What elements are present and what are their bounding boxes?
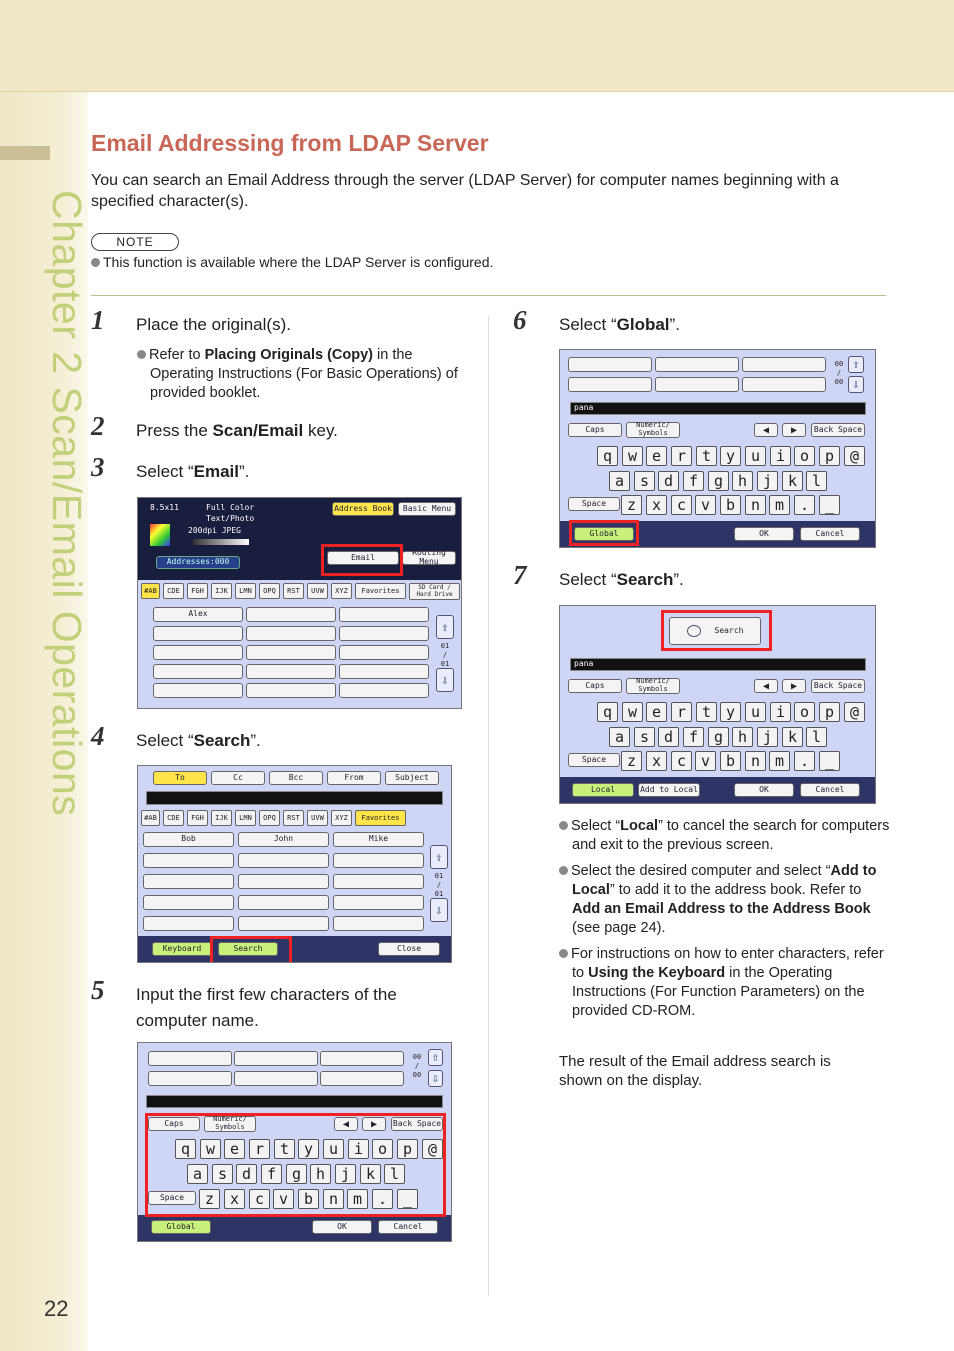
key-l[interactable]: l — [384, 1164, 405, 1184]
address-entry[interactable] — [143, 853, 234, 868]
key-m[interactable]: m — [769, 495, 790, 515]
key-a[interactable]: a — [609, 471, 630, 491]
tab-lmn[interactable]: LMN — [235, 583, 256, 599]
top-band — [0, 0, 954, 92]
cursor-right-icon[interactable]: ▶ — [782, 679, 806, 693]
key-b[interactable]: b — [720, 495, 741, 515]
key-underscore[interactable]: _ — [819, 751, 840, 771]
ok-button[interactable]: OK — [734, 783, 794, 797]
step7-bullet: Select the desired computer and select “Add to Local” to add it to the address book. Refer to Add an Email Address to the Address Book (see page 24). — [572, 862, 892, 938]
step-text: Select “Global”. — [559, 315, 680, 334]
address-entry[interactable] — [568, 377, 652, 392]
key-u[interactable]: u — [323, 1139, 344, 1159]
tab-xyz[interactable]: XYZ — [331, 810, 352, 826]
key-u[interactable]: u — [745, 702, 766, 722]
screen-step4 — [137, 765, 452, 963]
tab-favorites[interactable]: Favorites — [355, 583, 406, 599]
scroll-up-icon[interactable]: ⇧ — [428, 1049, 443, 1066]
key-w[interactable]: w — [622, 702, 643, 722]
address-entry[interactable] — [238, 895, 329, 910]
key-a[interactable]: a — [187, 1164, 208, 1184]
bullet-icon — [137, 350, 146, 359]
tab-lmn[interactable]: LMN — [235, 810, 256, 826]
cursor-right-icon[interactable]: ▶ — [362, 1117, 386, 1131]
scroll-down-icon[interactable]: ⇩ — [428, 1070, 443, 1087]
tab-ijk[interactable]: IJK — [211, 810, 232, 826]
key-x[interactable]: x — [646, 751, 667, 771]
key-underscore[interactable]: _ — [397, 1189, 418, 1209]
key-s[interactable]: s — [634, 727, 655, 747]
close-button[interactable]: Close — [378, 942, 440, 956]
addresses-counter: Addresses:000 — [156, 556, 240, 569]
address-entry[interactable] — [143, 916, 234, 931]
highlight-search — [661, 610, 772, 651]
divider — [91, 295, 886, 296]
page-counter: 00 / 00 — [834, 360, 844, 386]
key-n[interactable]: n — [323, 1189, 344, 1209]
key-k[interactable]: k — [782, 471, 803, 491]
ok-button[interactable]: OK — [312, 1220, 372, 1234]
address-entry[interactable] — [148, 1071, 232, 1086]
key-period[interactable]: . — [794, 495, 815, 515]
key-z[interactable]: z — [621, 751, 642, 771]
key-p[interactable]: p — [819, 446, 840, 466]
step-number: 2 — [91, 411, 105, 441]
key-v[interactable]: v — [695, 751, 716, 771]
caps-button[interactable]: Caps — [568, 423, 622, 437]
address-entry[interactable] — [339, 664, 429, 679]
key-period[interactable]: . — [372, 1189, 393, 1209]
key-i[interactable]: i — [770, 702, 791, 722]
page-number: 22 — [44, 1296, 69, 1321]
column-divider — [488, 316, 489, 1296]
key-x[interactable]: x — [646, 495, 667, 515]
key-x[interactable]: x — [224, 1189, 245, 1209]
key-g[interactable]: g — [708, 471, 729, 491]
address-entry-bob[interactable]: Bob — [143, 832, 234, 847]
address-entry[interactable] — [234, 1051, 318, 1066]
key-m[interactable]: m — [347, 1189, 368, 1209]
address-entry[interactable] — [148, 1051, 232, 1066]
key-e[interactable]: e — [646, 702, 667, 722]
key-j[interactable]: j — [757, 471, 778, 491]
bullet-icon — [91, 258, 100, 267]
key-m[interactable]: m — [769, 751, 790, 771]
screen-step6 — [559, 349, 876, 548]
key-b[interactable]: b — [720, 751, 741, 771]
key-r[interactable]: r — [671, 446, 692, 466]
key-p[interactable]: p — [397, 1139, 418, 1159]
cursor-left-icon[interactable]: ◀ — [754, 423, 778, 437]
address-entry[interactable] — [246, 645, 336, 660]
tab-opq[interactable]: OPQ — [259, 583, 280, 599]
key-h[interactable]: h — [310, 1164, 331, 1184]
step-text: Place the original(s). — [136, 315, 291, 334]
density-bar — [193, 539, 249, 545]
caps-button[interactable]: Caps — [148, 1117, 200, 1131]
key-v[interactable]: v — [695, 495, 716, 515]
tab-ab[interactable]: #AB — [141, 583, 160, 599]
key-b[interactable]: b — [298, 1189, 319, 1209]
key-q[interactable]: q — [175, 1139, 196, 1159]
space-button[interactable]: Space — [568, 497, 620, 511]
tab-favorites[interactable]: Favorites — [355, 810, 406, 826]
tab-cde[interactable]: CDE — [163, 810, 184, 826]
key-i[interactable]: i — [348, 1139, 369, 1159]
step-subbullet: Refer to Placing Originals (Copy) in the Operating Instructions (For Basic Operations) of provided booklet. — [150, 346, 470, 403]
key-c[interactable]: c — [671, 751, 692, 771]
step-text: Select “Search”. — [559, 570, 684, 589]
backspace-button[interactable]: Back Space — [391, 1117, 443, 1131]
cursor-right-icon[interactable]: ▶ — [782, 423, 806, 437]
address-entry[interactable] — [339, 607, 429, 622]
key-e[interactable]: e — [224, 1139, 245, 1159]
key-w[interactable]: w — [200, 1139, 221, 1159]
address-entry[interactable] — [333, 895, 424, 910]
scroll-up-icon[interactable]: ⇧ — [436, 615, 454, 639]
tab-ab[interactable]: #AB — [141, 810, 160, 826]
key-r[interactable]: r — [671, 702, 692, 722]
key-y[interactable]: y — [298, 1139, 319, 1159]
address-book-button[interactable]: Address Book — [332, 502, 394, 516]
color-mode: Full Color — [206, 503, 255, 512]
result-text: The result of the Email address search is shown on the display. — [559, 1053, 831, 1089]
key-d[interactable]: d — [658, 471, 679, 491]
key-at[interactable]: @ — [844, 702, 865, 722]
address-entry[interactable] — [234, 1071, 318, 1086]
scroll-down-icon[interactable]: ⇩ — [430, 898, 448, 922]
key-t[interactable]: t — [274, 1139, 295, 1159]
key-o[interactable]: o — [372, 1139, 393, 1159]
bullet-icon — [559, 821, 568, 830]
search-input[interactable]: pana — [570, 402, 866, 415]
address-entry[interactable] — [246, 607, 336, 622]
address-entry[interactable] — [143, 874, 234, 889]
tab-rst[interactable]: RST — [283, 810, 304, 826]
tab-fgh[interactable]: FGH — [187, 583, 208, 599]
address-entry-mike[interactable]: Mike — [333, 832, 424, 847]
global-button[interactable]: Global — [151, 1220, 211, 1234]
address-entry[interactable] — [742, 377, 826, 392]
address-entry[interactable] — [238, 916, 329, 931]
step7-bullet: For instructions on how to enter characters, refer to Using the Keyboard in the Operating Instructions (For Function Parameters) on the provided CD-ROM. — [572, 945, 892, 1021]
color-wheel-icon — [150, 524, 170, 546]
search-input[interactable] — [146, 1095, 443, 1108]
tab-uvw[interactable]: UVW — [307, 583, 328, 599]
key-period[interactable]: . — [794, 751, 815, 771]
step-number: 5 — [91, 975, 105, 1005]
key-s[interactable]: s — [212, 1164, 233, 1184]
note-badge: NOTE — [91, 233, 179, 251]
paper-size: 8.5x11 — [150, 503, 179, 512]
search-input[interactable]: pana — [570, 658, 866, 671]
key-g[interactable]: g — [708, 727, 729, 747]
step-text: Select “Search”. — [136, 731, 261, 750]
scroll-up-icon[interactable]: ⇧ — [430, 845, 448, 869]
address-entry[interactable] — [238, 874, 329, 889]
key-d[interactable]: d — [236, 1164, 257, 1184]
highlight-search — [210, 936, 292, 963]
key-k[interactable]: k — [782, 727, 803, 747]
key-v[interactable]: v — [273, 1189, 294, 1209]
chapter-label: Chapter 2 Scan/Email Operations — [44, 190, 90, 817]
original-type: Text/Photo — [206, 514, 255, 523]
tab-uvw[interactable]: UVW — [307, 810, 328, 826]
address-entry[interactable] — [320, 1071, 404, 1086]
page-counter: 00 / 00 — [412, 1053, 422, 1079]
address-entry[interactable] — [320, 1051, 404, 1066]
key-p[interactable]: p — [819, 702, 840, 722]
key-u[interactable]: u — [745, 446, 766, 466]
highlight-keyboard — [145, 1113, 446, 1217]
address-entry[interactable] — [238, 853, 329, 868]
step-number: 4 — [91, 721, 105, 751]
step-number: 1 — [91, 305, 105, 335]
key-l[interactable]: l — [806, 471, 827, 491]
routing-menu-button[interactable]: Routing Menu — [402, 551, 456, 565]
address-entry[interactable] — [655, 377, 739, 392]
address-entry[interactable] — [153, 683, 243, 698]
add-to-local-button[interactable]: Add to Local — [638, 783, 700, 797]
key-o[interactable]: o — [794, 446, 815, 466]
resolution: 200dpi JPEG — [188, 526, 241, 535]
tab-opq[interactable]: OPQ — [259, 810, 280, 826]
key-f[interactable]: f — [261, 1164, 282, 1184]
key-c[interactable]: c — [671, 495, 692, 515]
key-h[interactable]: h — [732, 471, 753, 491]
key-a[interactable]: a — [609, 727, 630, 747]
step7-bullet: Select “Local” to cancel the search for computers and exit to the previous screen. — [572, 817, 892, 855]
page-counter: 01 / 01 — [434, 872, 444, 898]
space-button[interactable]: Space — [568, 753, 620, 767]
key-n[interactable]: n — [745, 495, 766, 515]
tab-fgh[interactable]: FGH — [187, 810, 208, 826]
tab-rst[interactable]: RST — [283, 583, 304, 599]
address-entry[interactable] — [339, 645, 429, 660]
address-entry[interactable] — [333, 874, 424, 889]
numeric-symbols-button[interactable]: Numeric/ Symbols — [626, 422, 680, 438]
key-e[interactable]: e — [646, 446, 667, 466]
key-underscore[interactable]: _ — [819, 495, 840, 515]
address-entry[interactable] — [568, 357, 652, 372]
address-entry[interactable] — [333, 916, 424, 931]
tab-sd-card[interactable]: SD Card / Hard Drive — [409, 583, 460, 600]
key-at[interactable]: @ — [844, 446, 865, 466]
local-button[interactable]: Local — [572, 783, 634, 797]
global-button[interactable]: Global — [574, 527, 634, 541]
screen-step3 — [137, 497, 462, 709]
numeric-symbols-button[interactable]: Numeric/ Symbols — [626, 678, 680, 694]
step-number: 6 — [513, 305, 527, 335]
address-entry-john[interactable]: John — [238, 832, 329, 847]
address-entry[interactable] — [655, 357, 739, 372]
key-z[interactable]: z — [199, 1189, 220, 1209]
to-button[interactable]: To — [153, 771, 207, 785]
ok-button[interactable]: OK — [734, 527, 794, 541]
key-q[interactable]: q — [597, 446, 618, 466]
key-o[interactable]: o — [794, 702, 815, 722]
key-q[interactable]: q — [597, 702, 618, 722]
key-at[interactable]: @ — [422, 1139, 443, 1159]
key-g[interactable]: g — [286, 1164, 307, 1184]
highlight-email — [321, 544, 403, 576]
cancel-button[interactable]: Cancel — [800, 783, 860, 797]
backspace-button[interactable]: Back Space — [811, 423, 865, 437]
page-counter: 01 / 01 — [440, 642, 450, 668]
keyboard-button[interactable]: Keyboard — [152, 942, 212, 956]
address-entry[interactable] — [339, 683, 429, 698]
key-d[interactable]: d — [658, 727, 679, 747]
scroll-down-icon[interactable]: ⇩ — [848, 376, 864, 393]
address-entry[interactable] — [339, 626, 429, 641]
basic-menu-button[interactable]: Basic Menu — [398, 502, 456, 516]
chapter-tab-marker — [0, 146, 50, 160]
screen-step7 — [559, 605, 876, 804]
backspace-button[interactable]: Back Space — [811, 679, 865, 693]
key-k[interactable]: k — [360, 1164, 381, 1184]
search-button[interactable]: Search — [669, 617, 761, 645]
key-i[interactable]: i — [770, 446, 791, 466]
key-y[interactable]: y — [720, 446, 741, 466]
cancel-button[interactable]: Cancel — [800, 527, 860, 541]
screen-step5 — [137, 1042, 452, 1242]
key-j[interactable]: j — [757, 727, 778, 747]
address-entry[interactable] — [153, 664, 243, 679]
email-button[interactable]: Email — [327, 551, 399, 565]
key-l[interactable]: l — [806, 727, 827, 747]
key-r[interactable]: r — [249, 1139, 270, 1159]
key-h[interactable]: h — [732, 727, 753, 747]
caps-button[interactable]: Caps — [568, 679, 622, 693]
intro-text: You can search an Email Address through the server (LDAP Server) for computer names beginning with a specified character(s). — [91, 172, 839, 210]
cursor-left-icon[interactable]: ◀ — [754, 679, 778, 693]
address-entry[interactable] — [153, 626, 243, 641]
from-button[interactable]: From — [327, 771, 381, 785]
key-n[interactable]: n — [745, 751, 766, 771]
bullet-icon — [559, 866, 568, 875]
key-z[interactable]: z — [621, 495, 642, 515]
key-j[interactable]: j — [335, 1164, 356, 1184]
address-entry[interactable] — [246, 683, 336, 698]
bullet-icon — [559, 949, 568, 958]
key-w[interactable]: w — [622, 446, 643, 466]
cc-button[interactable]: Cc — [211, 771, 265, 785]
step-text: Select “Email”. — [136, 462, 250, 481]
cancel-button[interactable]: Cancel — [378, 1220, 438, 1234]
space-button[interactable]: Space — [148, 1191, 196, 1205]
address-entry[interactable] — [246, 626, 336, 641]
address-entry-alex[interactable]: Alex — [153, 607, 243, 622]
step-text: Press the Scan/Email key. — [136, 421, 338, 440]
scroll-up-icon[interactable]: ⇧ — [848, 356, 864, 373]
address-entry[interactable] — [143, 895, 234, 910]
step-number: 3 — [91, 452, 105, 482]
key-t[interactable]: t — [696, 446, 717, 466]
tab-cde[interactable]: CDE — [163, 583, 184, 599]
key-f[interactable]: f — [683, 727, 704, 747]
step-number: 7 — [513, 560, 527, 590]
search-button[interactable]: Search — [218, 942, 278, 956]
tab-xyz[interactable]: XYZ — [331, 583, 352, 599]
key-y[interactable]: y — [720, 702, 741, 722]
step-text: Input the first few characters of the computer name. — [136, 985, 397, 1030]
key-f[interactable]: f — [683, 471, 704, 491]
scroll-down-icon[interactable]: ⇩ — [436, 668, 454, 692]
subject-button[interactable]: Subject — [385, 771, 439, 785]
cursor-left-icon[interactable]: ◀ — [334, 1117, 358, 1131]
address-input[interactable] — [146, 791, 443, 805]
numeric-symbols-button[interactable]: Numeric/ Symbols — [204, 1116, 256, 1132]
address-entry[interactable] — [246, 664, 336, 679]
key-t[interactable]: t — [696, 702, 717, 722]
page-title: Email Addressing from LDAP Server — [91, 130, 489, 156]
highlight-global — [569, 520, 639, 546]
key-c[interactable]: c — [249, 1189, 270, 1209]
bcc-button[interactable]: Bcc — [269, 771, 323, 785]
tab-ijk[interactable]: IJK — [211, 583, 232, 599]
note-text: This function is available where the LDAP Server is configured. — [91, 254, 493, 270]
address-entry[interactable] — [333, 853, 424, 868]
address-entry[interactable] — [742, 357, 826, 372]
address-entry[interactable] — [153, 645, 243, 660]
key-s[interactable]: s — [634, 471, 655, 491]
